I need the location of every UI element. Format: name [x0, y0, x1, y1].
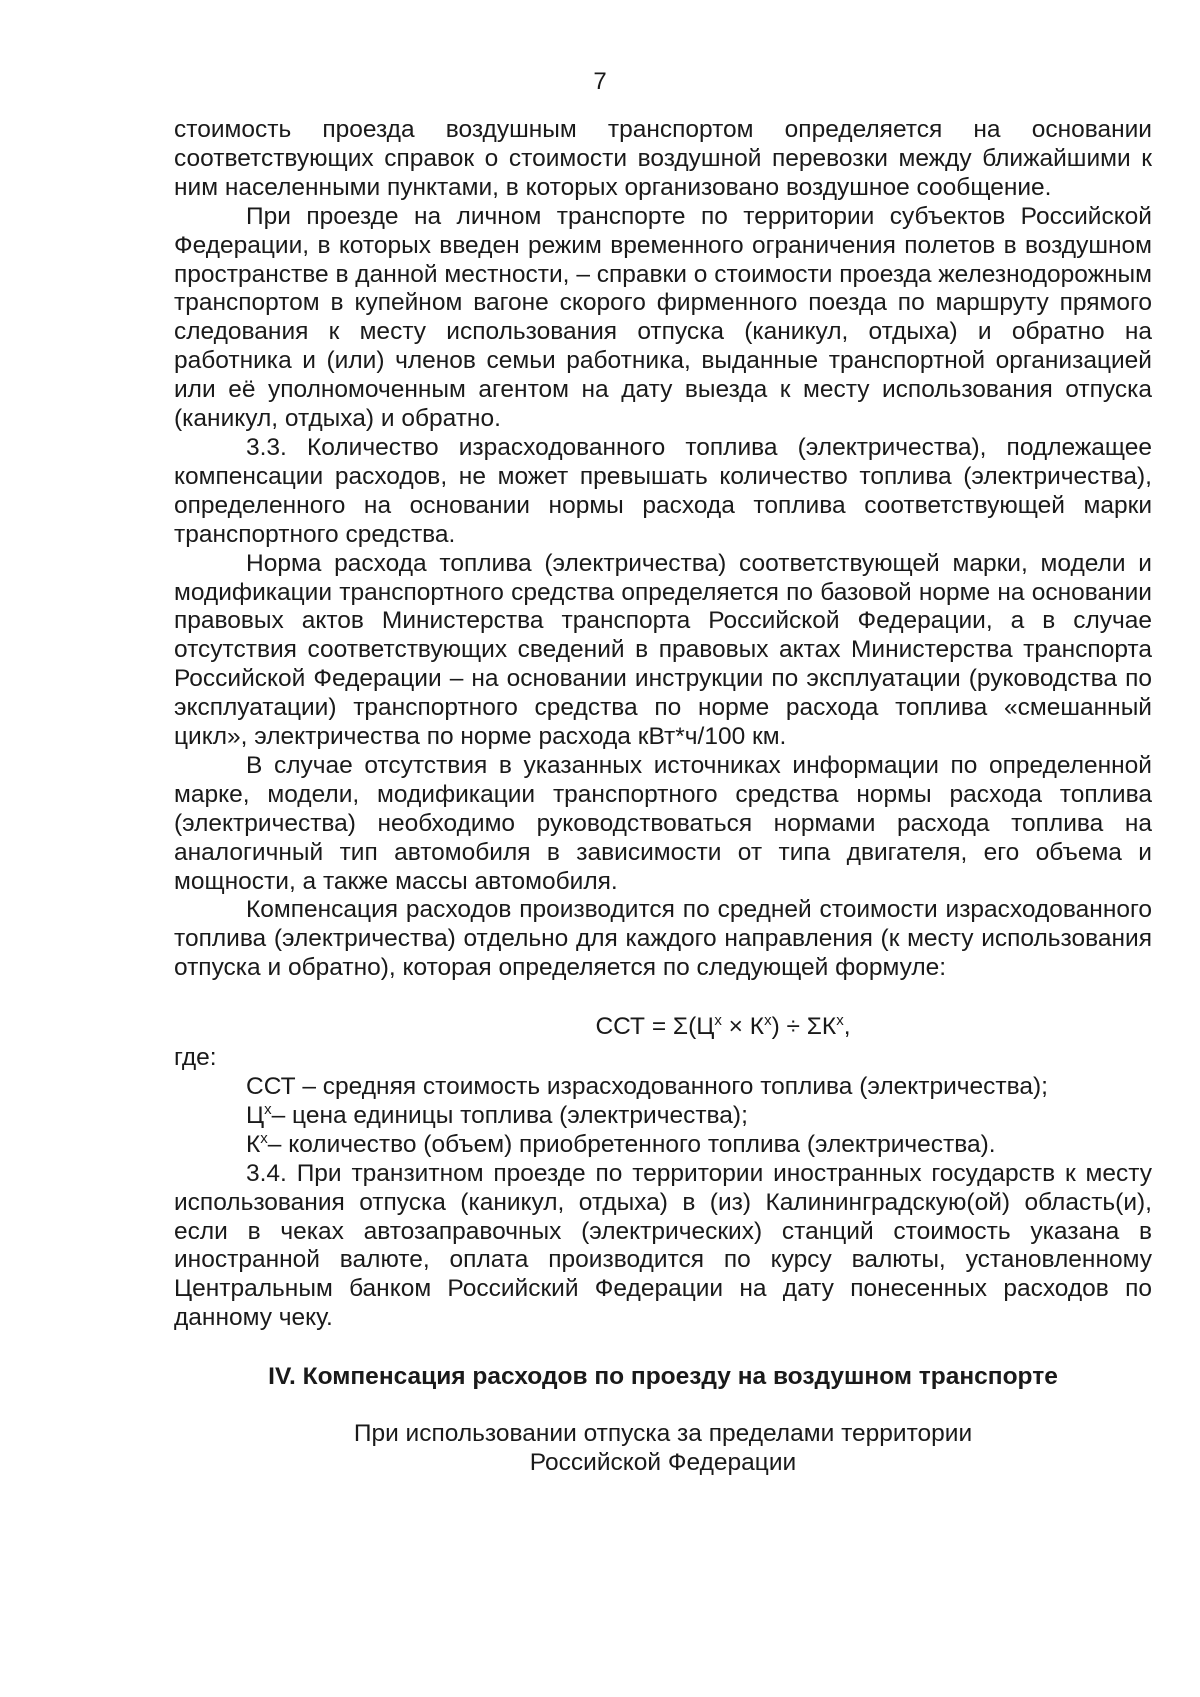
section-heading: IV. Компенсация расходов по проезду на воздушном транспорте	[268, 1363, 1058, 1391]
paragraph-3-4: 3.4. При транзитном проезде по территории иностранных государств к месту использования отпуска (каникул, отдыха) в (из) Калининградскую(ой) область(и), если в чеках автозаправочных (электрических) станций стоимость указана в иностранной валюте, оплата производится по курсу валюты, установленному Центральным банком Российский Федерации на дату понесенных расходов по данному чеку.	[174, 1159, 1152, 1332]
definition-sup: x	[260, 1129, 268, 1147]
definition-text: – количество (объем) приобретенного топлива (электричества).	[267, 1130, 996, 1158]
definition-term: ССТ	[246, 1073, 296, 1100]
document-body	[174, 116, 1152, 1478]
formula-sup-3: x	[836, 1012, 844, 1030]
formula-part-mid: × К	[721, 1013, 765, 1041]
paragraph-fuel-norm: Норма расхода топлива (электричества) соответствующей марки, модели и модификации транспортного средства определяется по базовой норме на основании правовых актов Министерства транспорта Российской Федерации, а в случае отсутствия соответствующих сведений в правовых актах Министерства транспорта Российской Федерации – на основании инструкции по эксплуатации (руководства по эксплуатации) транспортного средства по норме расхода топлива «смешанный цикл», электричества по норме расхода кВт*ч/100 км.	[174, 549, 1152, 751]
subheading-line-2: Российской Федерации	[529, 1448, 797, 1476]
where-label: где:	[174, 1044, 217, 1072]
paragraph-3-3: 3.3. Количество израсходованного топлива (электричества), подлежащее компенсации расходов, не может превышать количество топлива (электричества), определенного на основании нормы расхода топлива соответствующей марки транспортного средства.	[174, 433, 1152, 548]
definition-sst	[174, 1073, 1152, 1102]
definition-sup: x	[264, 1100, 272, 1118]
definition-quantity	[174, 1131, 1152, 1160]
definition-text: – средняя стоимость израсходованного топлива (электричества);	[295, 1073, 1048, 1100]
paragraph-continuation: стоимость проезда воздушным транспортом определяется на основании соответствующих справок о стоимости воздушной перевозки между ближайшими к ним населенными пунктами, в которых организовано воздушное сообщение.	[174, 116, 1152, 201]
formula-sup-1: x	[714, 1012, 722, 1030]
formula-sup-2: x	[764, 1012, 772, 1030]
definition-term: К	[246, 1130, 261, 1158]
page-number: 7	[593, 68, 607, 95]
formula-part-left: ССТ = Σ(Ц	[595, 1013, 715, 1041]
definition-text: – цена единицы топлива (электричества);	[271, 1101, 748, 1129]
formula	[294, 1013, 1152, 1042]
definition-price	[174, 1102, 1152, 1131]
paragraph-compensation-formula-intro: Компенсация расходов производится по средней стоимости израсходованного топлива (электричества) отдельно для каждого направления (к месту использования отпуска и обратно), которая определяется по следующей формуле:	[174, 896, 1152, 982]
paragraph-personal-transport: При проезде на личном транспорте по территории субъектов Российской Федерации, в которых введен режим временного ограничения полетов в воздушном пространстве в данной местности, – справки о стоимости проезда железнодорожным транспортом в купейном вагоне скорого фирменного поезда по маршруту прямого следования к месту использования отпуска (каникул, отдыха) и обратно на работника и (или) членов семьи работника, выданные транспортной организацией или её уполномоченным агентом на дату выезда к месту использования отпуска (каникул, отдыха) и обратно.	[174, 202, 1152, 433]
subheading	[174, 1420, 1152, 1478]
paragraph-missing-info: В случае отсутствия в указанных источниках информации по определенной марке, модели, модификации транспортного средства нормы расхода топлива (электричества) необходимо руководствоваться нормами расхода топлива на аналогичный тип автомобиля в зависимости от типа двигателя, его объема и мощности, а также массы автомобиля.	[174, 751, 1152, 895]
subheading-line-1: При использовании отпуска за пределами территории	[353, 1420, 973, 1448]
formula-part-right: ) ÷ ΣК	[771, 1013, 837, 1041]
definition-term: Ц	[246, 1101, 265, 1129]
formula-part-end: ,	[843, 1013, 851, 1041]
